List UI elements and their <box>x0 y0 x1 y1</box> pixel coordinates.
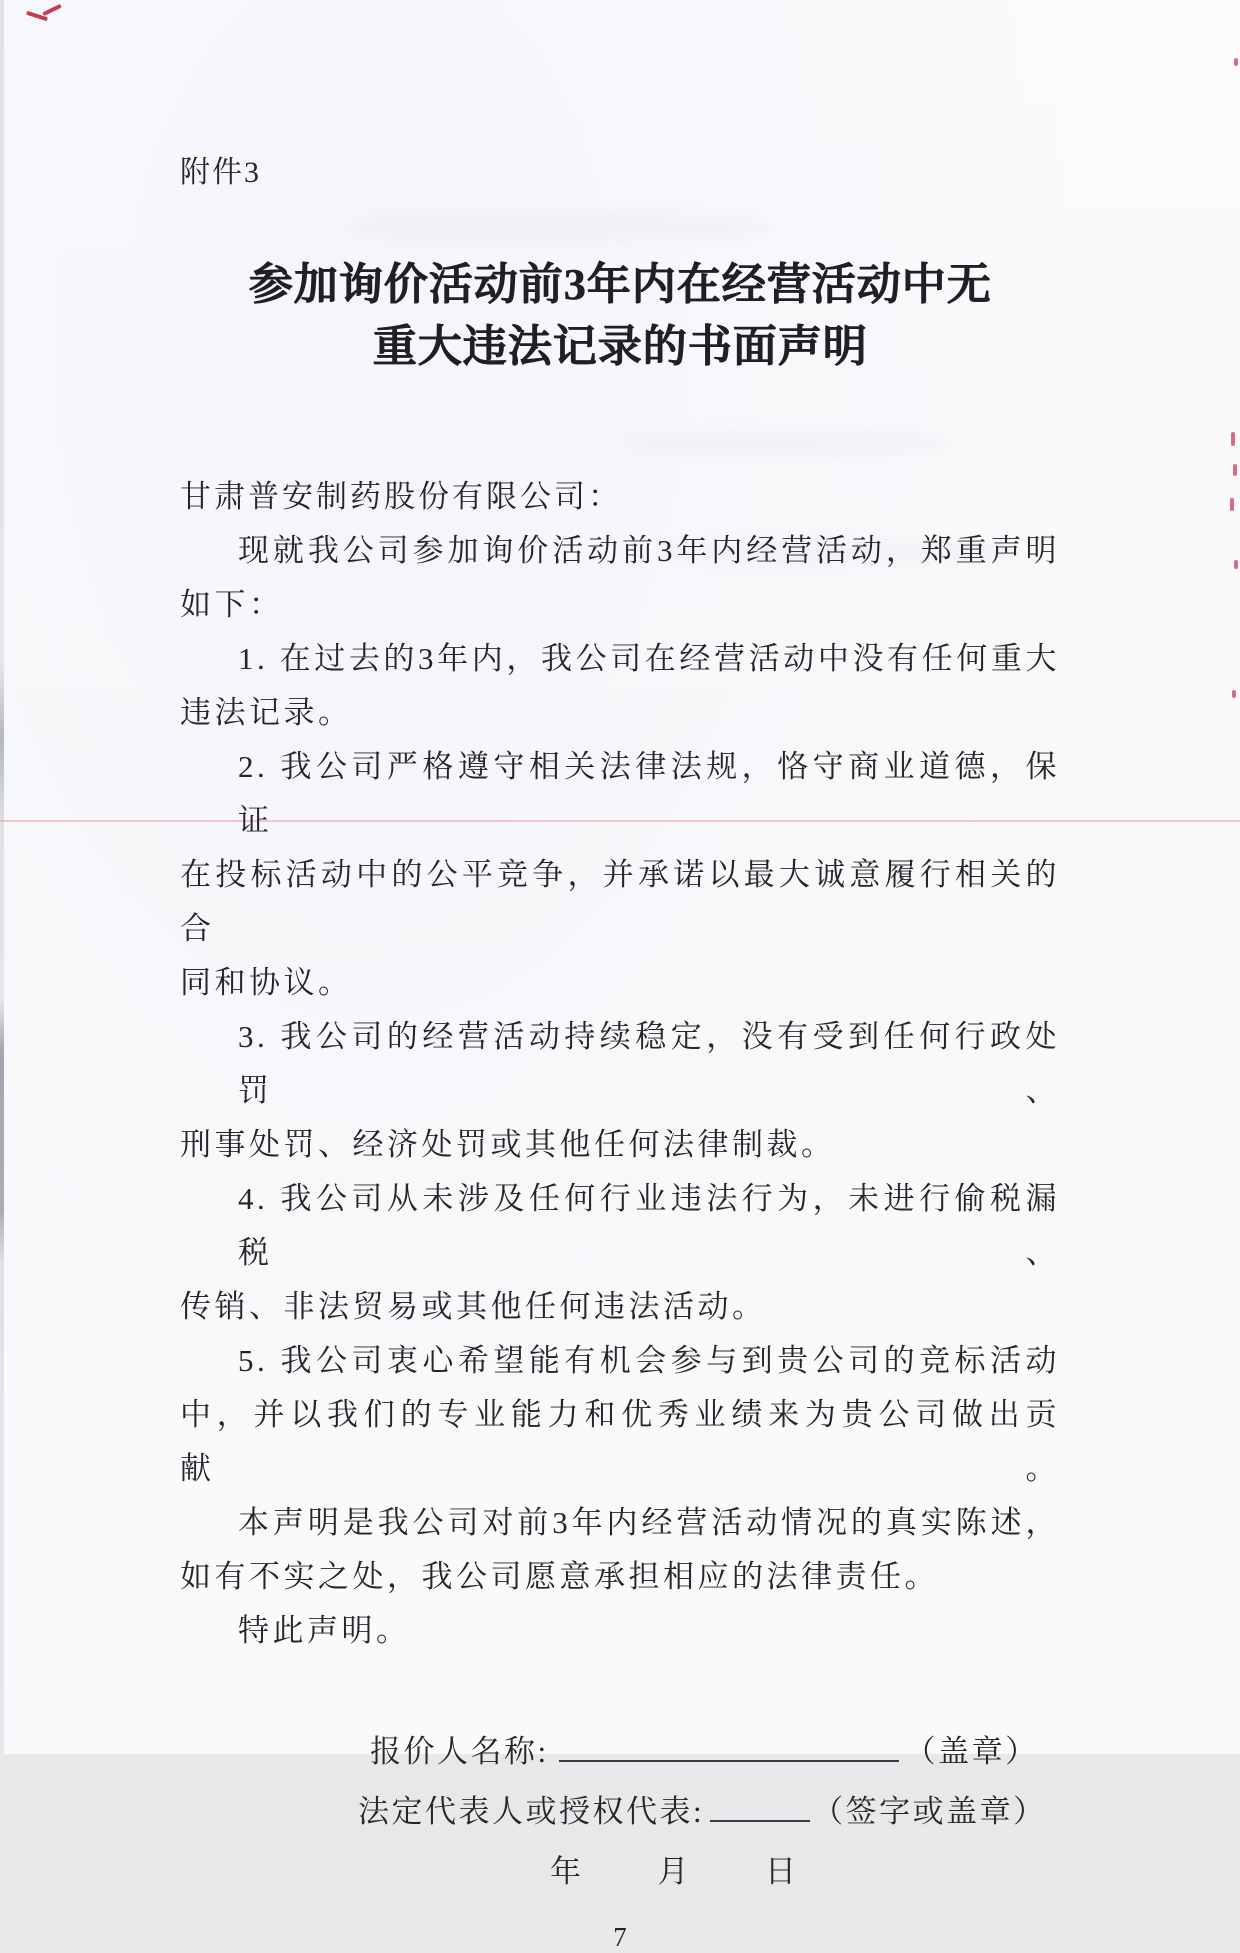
body-line: 3. 我公司的经营活动持续稳定，没有受到任何行政处罚、 <box>238 1019 1060 1108</box>
body-line: 同和协议。 <box>180 965 353 1000</box>
scan-edge-artifact <box>0 0 4 1754</box>
red-edge-mark <box>1231 432 1235 446</box>
representative-signature-row <box>358 1782 1060 1842</box>
attachment-label: 附件3 <box>180 156 261 189</box>
page-number: 7 <box>613 1922 627 1952</box>
body-line: 2. 我公司严格遵守相关法律法规，恪守商业道德，保证 <box>238 749 1060 838</box>
body-line: 5. 我公司衷心希望能有机会参与到贵公司的竞标活动 <box>238 1343 1060 1378</box>
document-title-line2: 重大违法记录的书面声明 <box>372 322 868 371</box>
representative-seal-note: （签字或盖章） <box>812 1794 1047 1829</box>
salutation: 甘肃普安制药股份有限公司： <box>180 479 622 514</box>
body-line: 刑事处罚、经济处罚或其他任何法律制裁。 <box>180 1127 836 1162</box>
red-edge-mark <box>1230 498 1234 511</box>
declaration-body <box>180 524 1060 1658</box>
red-edge-mark <box>1232 690 1236 698</box>
date-month-label: 月 <box>657 1854 691 1889</box>
body-line: 在投标活动中的公平竞争，并承诺以最大诚意履行相关的合 <box>180 857 1060 946</box>
red-edge-mark <box>1234 58 1238 66</box>
red-edge-mark <box>1234 560 1238 569</box>
signature-block <box>180 1722 1060 1902</box>
body-line: 违法记录。 <box>180 695 353 730</box>
body-line: 4. 我公司从未涉及任何行业违法行为，未进行偷税漏税、 <box>238 1181 1060 1270</box>
red-edge-mark <box>1233 464 1237 476</box>
body-line: 1. 在过去的3年内，我公司在经营活动中没有任何重大 <box>238 641 1060 676</box>
quoter-signature-row <box>370 1722 1060 1782</box>
representative-label: 法定代表人或授权代表: <box>358 1794 705 1829</box>
body-line: 现就我公司参加询价活动前3年内经营活动，郑重声明 <box>238 533 1060 568</box>
body-line: 本声明是我公司对前3年内经营活动情况的真实陈述， <box>238 1505 1060 1540</box>
body-line: 传销、非法贸易或其他任何违法活动。 <box>180 1289 767 1324</box>
document-content <box>180 0 1060 1953</box>
document-title-line1: 参加询价活动前3年内在经营活动中无 <box>248 260 992 309</box>
quoter-label: 报价人名称: <box>370 1734 549 1769</box>
body-line: 特此声明。 <box>238 1613 411 1648</box>
date-row <box>180 1842 1060 1902</box>
body-line: 如有不实之处，我公司愿意承担相应的法律责任。 <box>180 1559 939 1594</box>
red-pen-mark <box>26 6 64 22</box>
document-title <box>180 254 1060 378</box>
body-line: 如下： <box>180 587 284 622</box>
quoter-fill-line <box>559 1726 899 1762</box>
body-line: 中，并以我们的专业能力和优秀业绩来为贵公司做出贡献。 <box>180 1397 1060 1486</box>
date-year-label: 年 <box>550 1854 584 1889</box>
date-day-label: 日 <box>765 1854 799 1889</box>
quoter-seal-note: （盖章） <box>904 1734 1039 1769</box>
representative-fill-line <box>710 1786 810 1822</box>
